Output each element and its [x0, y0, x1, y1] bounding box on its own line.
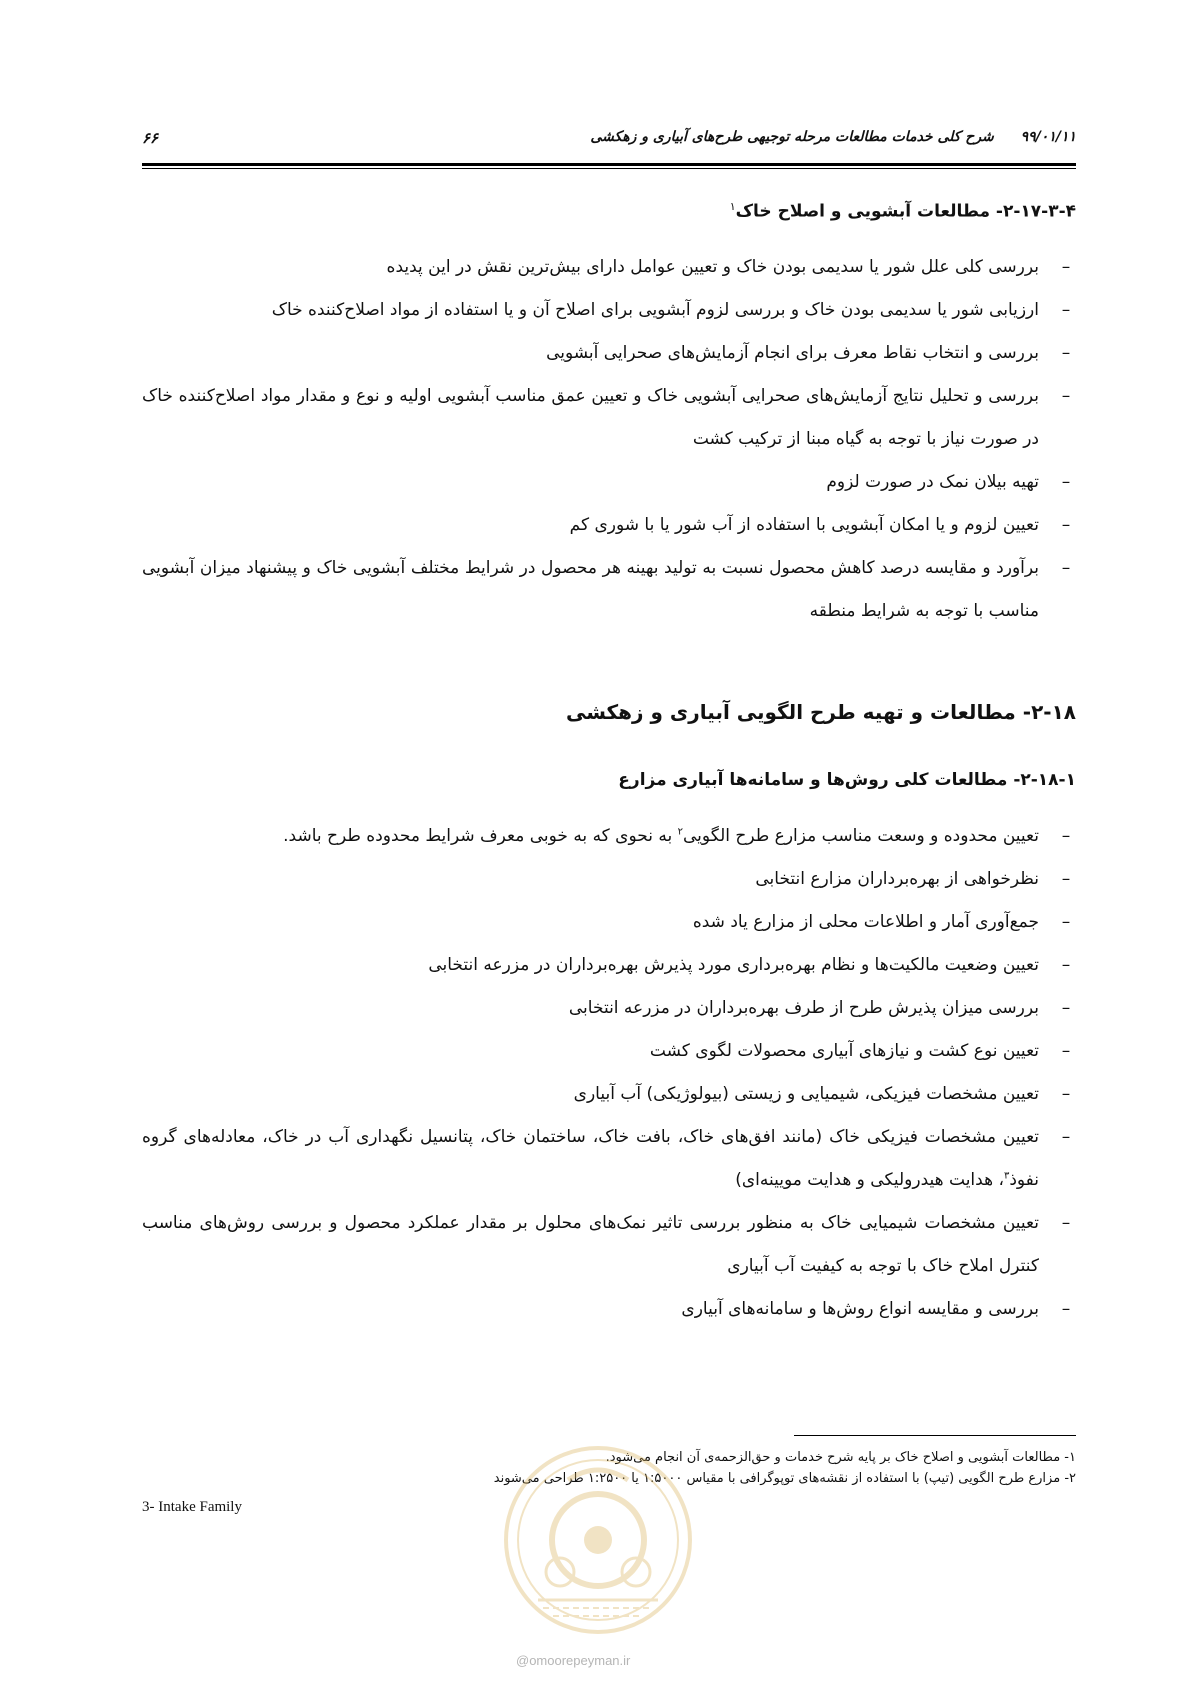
list-item	[142, 1073, 1076, 1116]
watermark-seal-icon	[498, 1440, 698, 1640]
header-title-line	[590, 129, 1076, 145]
watermark-url-text: omoorepeyman.ir	[529, 1653, 631, 1668]
footnote-1: ۱- مطالعات آبشویی و اصلاح خاک بر پایه شرح خدمات و حق‌الزحمه‌ی آن انجام می‌شود.	[605, 1450, 1076, 1465]
dash-marker: –	[1061, 386, 1071, 406]
list-item-text: ارزیابی شور یا سدیمی بودن خاک و بررسی لزوم آبشویی برای اصلاح آن و یا استفاده از مواد اصلاح‌کننده خاک	[271, 300, 1039, 320]
footnote-2: ۲- مزارع طرح الگویی (تیپ) با استفاده از نقشه‌های توپوگرافی با مقیاس ۱:۵۰۰۰ یا ۱:۲۵۰۰ طراحی می‌شوند	[493, 1471, 1076, 1486]
section-heading-pattern-design: ۲-۱۸- مطالعات و تهیه طرح الگویی آبیاری و زهکشی	[565, 700, 1076, 724]
dash-marker: –	[1061, 955, 1071, 975]
dash-marker: –	[1061, 1084, 1071, 1104]
list-item	[142, 375, 1076, 461]
list-item	[142, 815, 1076, 858]
dash-marker: –	[1061, 343, 1071, 363]
footnote-ref-1: ۱	[729, 200, 736, 213]
dash-marker: –	[1061, 1299, 1071, 1319]
list-item	[142, 332, 1076, 375]
footnote-ref-2: ۲	[677, 826, 684, 838]
dash-marker: –	[1061, 558, 1071, 578]
list-item	[142, 858, 1076, 901]
header-rule-thick	[142, 163, 1076, 166]
list-item-text: بررسی و تحلیل نتایج آزمایش‌های صحرایی آبشویی خاک و تعیین عمق مناسب آبشویی اولیه و نوع و مقدار مواد اصلاح‌کننده خاک در صورت نیاز با توجه به گیاه مبنا از ترکیب کشت	[142, 386, 1039, 449]
list-item-text: ، هدایت هیدرولیکی و هدایت مویینه‌ای)	[735, 1170, 1004, 1190]
dash-marker: –	[1061, 1127, 1071, 1147]
list-item-text: تعیین مشخصات فیزیکی خاک (مانند افق‌های خاک، بافت خاک، ساختمان خاک، پتانسیل نگهداری آب در خاک، معادله‌های گروه نفوذ	[142, 1127, 1039, 1190]
footnote-rule	[794, 1435, 1076, 1436]
section-heading-leaching-text: ۲-۱۷-۳-۴- مطالعات آبشویی و اصلاح خاک	[735, 201, 1076, 222]
dash-marker: –	[1061, 1213, 1071, 1233]
list-item	[142, 1288, 1076, 1331]
list-item-text: تعیین مشخصات فیزیکی، شیمیایی و زیستی (بیولوژیکی) آب آبیاری	[573, 1084, 1039, 1104]
page-number: ۶۶	[142, 129, 159, 147]
list-item-text: برآورد و مقایسه درصد کاهش محصول نسبت به تولید بهینه هر محصول در شرایط مختلف آبشویی خاک و پیشنهاد میزان آبشویی مناسب با توجه به شرایط منطقه	[142, 558, 1039, 621]
list-item	[142, 1202, 1076, 1288]
list-item	[142, 901, 1076, 944]
list-item-text: نظرخواهی از بهره‌برداران مزارع انتخابی	[755, 869, 1039, 889]
dash-marker: –	[1061, 1041, 1071, 1061]
dash-marker: –	[1061, 912, 1071, 932]
list-item-text: تعیین مشخصات شیمیایی خاک به منظور بررسی تاثیر نمک‌های محلول بر مقدار عملکرد محصول و بررسی روش‌های مناسب کنترل املاح خاک با توجه به کیفیت آب آبیاری	[142, 1213, 1039, 1276]
list-item-text: بررسی میزان پذیرش طرح از طرف بهره‌برداران در مزرعه انتخابی	[568, 998, 1039, 1018]
list-item	[142, 944, 1076, 987]
list-item	[142, 1116, 1076, 1202]
list-item	[142, 289, 1076, 332]
running-header	[142, 129, 1076, 153]
list-item-text: تعیین نوع کشت و نیازهای آبیاری محصولات لگوی کشت	[649, 1041, 1039, 1061]
dash-marker: –	[1061, 998, 1071, 1018]
dash-marker: –	[1061, 826, 1071, 846]
list-item-text: تهیه بیلان نمک در صورت لزوم	[826, 472, 1039, 492]
list-item-text: تعیین محدوده و وسعت مناسب مزارع طرح الگویی	[683, 826, 1039, 846]
watermark-url: @omoorepeyman.ir	[516, 1653, 631, 1668]
list-item-text: به نحوی که به خوبی معرف شرایط محدوده طرح باشد.	[283, 826, 678, 846]
list-item-text: جمع‌آوری آمار و اطلاعات محلی از مزارع یاد شده	[692, 912, 1039, 932]
list-item-text: بررسی و مقایسه انواع روش‌ها و سامانه‌های آبیاری	[681, 1299, 1039, 1319]
list-item-text: تعیین لزوم و یا امکان آبشویی با استفاده از آب شور یا با شوری کم	[569, 515, 1039, 535]
subsection-heading-irrigation-methods: ۲-۱۸-۱- مطالعات کلی روش‌ها و سامانه‌ها آبیاری مزارع	[618, 770, 1076, 790]
footnote-ref-3: ۳	[1003, 1170, 1010, 1182]
leaching-bullet-list	[142, 246, 1076, 633]
irrigation-bullet-list	[142, 815, 1076, 1331]
list-item	[142, 461, 1076, 504]
dash-marker: –	[1061, 869, 1071, 889]
footnote-3: 3- Intake Family	[142, 1499, 242, 1515]
header-title: شرح کلی خدمات مطالعات مرحله توجیهی طرح‌های آبیاری و زهکشی	[590, 129, 994, 145]
section-heading-leaching	[730, 200, 1076, 222]
dash-marker: –	[1061, 300, 1071, 320]
list-item-text: بررسی و انتخاب نقاط معرف برای انجام آزمایش‌های صحرایی آبشویی	[546, 343, 1039, 363]
list-item-text: تعیین وضعیت مالکیت‌ها و نظام بهره‌برداری مورد پذیرش بهره‌برداران در مزرعه انتخابی	[428, 955, 1039, 975]
header-rule-thin	[142, 168, 1076, 169]
dash-marker: –	[1061, 472, 1071, 492]
header-date: ۹۹/۰۱/۱۱	[1020, 129, 1076, 145]
list-item	[142, 547, 1076, 633]
list-item	[142, 504, 1076, 547]
dash-marker: –	[1061, 257, 1071, 277]
list-item	[142, 1030, 1076, 1073]
list-item	[142, 987, 1076, 1030]
list-item	[142, 246, 1076, 289]
list-item-text: بررسی کلی علل شور یا سدیمی بودن خاک و تعیین عوامل دارای بیش‌ترین نقش در این پدیده	[386, 257, 1039, 277]
dash-marker: –	[1061, 515, 1071, 535]
